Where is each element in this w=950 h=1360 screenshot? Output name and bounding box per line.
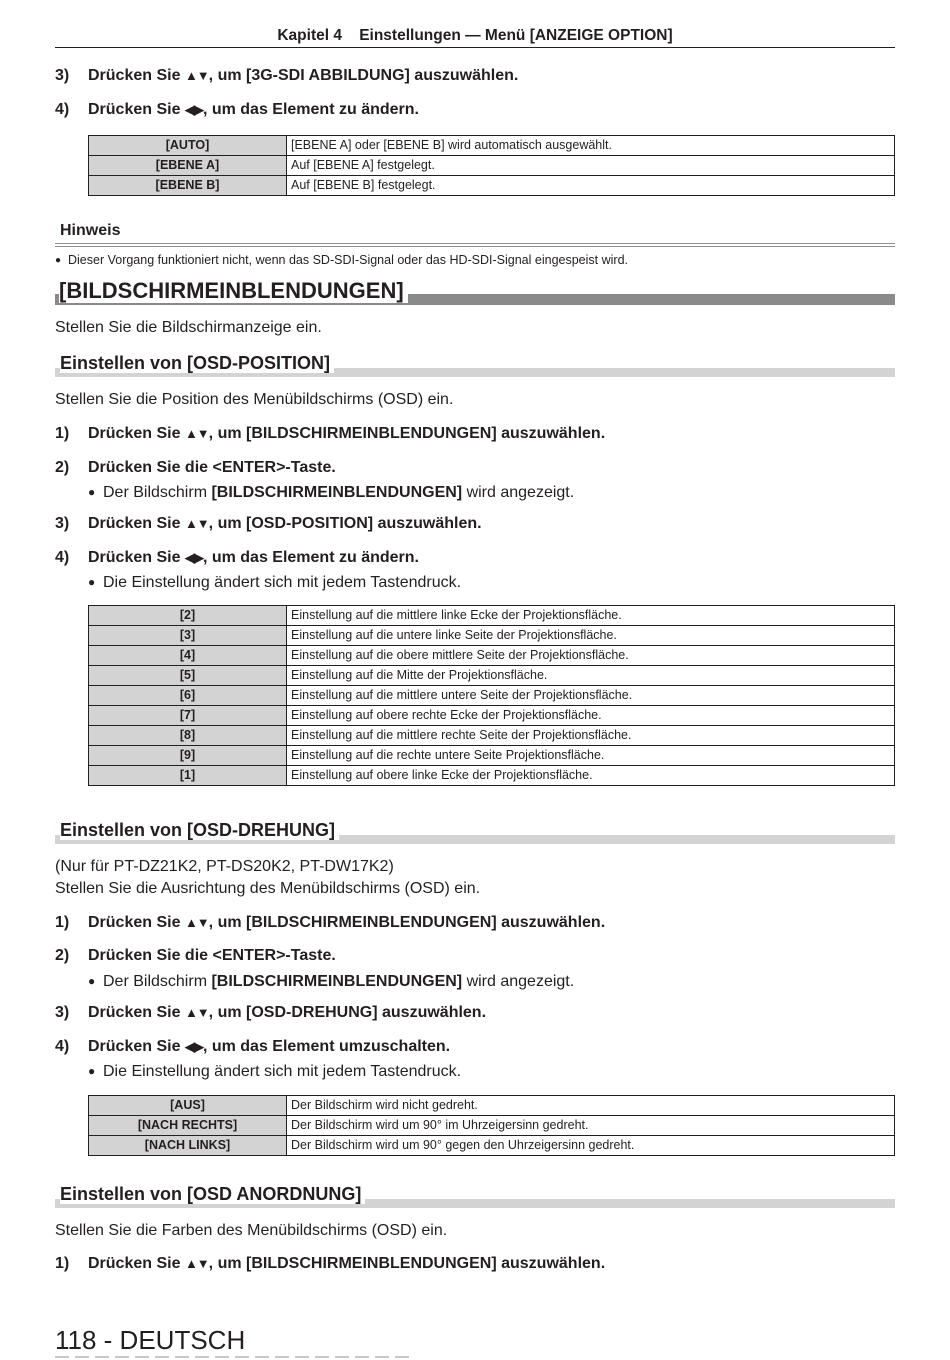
up-down-arrows-icon: ▲▼ (184, 1005, 209, 1020)
option-desc: Der Bildschirm wird nicht gedreht. (287, 1096, 895, 1116)
table-row (89, 156, 895, 176)
step-number: 3) (55, 67, 70, 84)
option-key: [6] (89, 686, 287, 706)
chapter-header-title: Kapitel 4 Einstellungen — Menü [ANZEIGE OPTION] (277, 27, 673, 44)
detail-bold: [BILDSCHIRMEINBLENDUNGEN] (211, 484, 463, 501)
table-row (89, 136, 895, 156)
note-text (55, 252, 628, 269)
osd-position-step-4-detail (88, 572, 461, 593)
option-key: [4] (89, 646, 287, 666)
left-right-arrows-icon: ◀▶ (184, 550, 203, 565)
step-text-post: , um [3G-SDI ABBILDUNG] auszuwählen. (208, 67, 519, 84)
option-key: [1] (89, 766, 287, 786)
option-desc: Einstellung auf die mittlere untere Seite der Projektionsfläche. (287, 686, 895, 706)
subsection-title: Einstellen von [OSD-POSITION] (60, 353, 334, 373)
step-text-post: , um das Element zu ändern. (202, 101, 419, 118)
osd-position-step-4 (55, 548, 419, 568)
step-text-post: , um [OSD-POSITION] auszuwählen. (208, 515, 482, 532)
section-intro: Stellen Sie die Bildschirmanzeige ein. (55, 319, 322, 336)
step-number: 4) (55, 101, 70, 118)
osd-anordnung-intro: Stellen Sie die Farben des Menübildschirms (OSD) ein. (55, 1222, 448, 1239)
table-row (89, 606, 895, 626)
option-key: [AUS] (89, 1096, 287, 1116)
option-key: [7] (89, 706, 287, 726)
bullet-icon: ● (88, 485, 96, 499)
table-row (89, 1116, 895, 1136)
osd-position-intro: Stellen Sie die Position des Menübildschirms (OSD) ein. (55, 391, 454, 408)
option-key: [NACH LINKS] (89, 1136, 287, 1156)
table-row (89, 746, 895, 766)
option-key: [3] (89, 626, 287, 646)
step-text: Drücken Sie die <ENTER>-Taste. (88, 459, 336, 476)
bullet-icon: ● (88, 974, 96, 988)
bullet-icon: ● (88, 575, 96, 589)
table-row (89, 1096, 895, 1116)
step-text-pre: Drücken Sie (88, 549, 185, 566)
step-text-pre: Drücken Sie (88, 425, 185, 442)
table-row (89, 646, 895, 666)
note-body: Dieser Vorgang funktioniert nicht, wenn das SD-SDI-Signal oder das HD-SDI-Signal eingespeist wird. (68, 253, 628, 267)
step-number: 3) (55, 515, 70, 532)
step-number: 3) (55, 1004, 70, 1021)
note-title: Hinweis (60, 222, 121, 239)
osd-position-step-2 (55, 458, 336, 478)
detail-post: wird angezeigt. (462, 973, 575, 990)
step-number: 2) (55, 947, 70, 964)
step-text-post: , um das Element umzuschalten. (202, 1038, 451, 1055)
osd-position-table (88, 605, 895, 786)
up-down-arrows-icon: ▲▼ (184, 426, 209, 441)
step-number: 1) (55, 425, 70, 442)
step-number: 4) (55, 1038, 70, 1055)
option-desc: Auf [EBENE B] festgelegt. (287, 176, 895, 196)
step-text-post: , um [BILDSCHIRMEINBLENDUNGEN] auszuwählen. (208, 425, 606, 442)
option-desc: Einstellung auf die untere linke Seite der Projektionsfläche. (287, 626, 895, 646)
subsection-heading-osd-drehung (55, 820, 895, 844)
option-desc: Einstellung auf obere linke Ecke der Projektionsfläche. (287, 766, 895, 786)
subsection-title: Einstellen von [OSD ANORDNUNG] (60, 1184, 365, 1204)
option-desc: Einstellung auf die rechte untere Seite Projektionsfläche. (287, 746, 895, 766)
step-text-post: , um [OSD-DREHUNG] auszuwählen. (208, 1004, 487, 1021)
detail-text: Die Einstellung ändert sich mit jedem Tastendruck. (103, 1063, 462, 1080)
osd-drehung-step-3 (55, 1003, 486, 1023)
osd-drehung-step-1 (55, 913, 605, 933)
osd-anordnung-step-1 (55, 1254, 605, 1274)
section-title: [BILDSCHIRMEINBLENDUNGEN] (59, 278, 408, 303)
option-key: [EBENE B] (89, 176, 287, 196)
step-text-pre: Drücken Sie (88, 1004, 185, 1021)
detail-post: wird angezeigt. (462, 484, 575, 501)
option-desc: Der Bildschirm wird um 90° gegen den Uhrzeigersinn gedreht. (287, 1136, 895, 1156)
osd-position-step-1 (55, 424, 605, 444)
bullet-icon: ● (88, 1064, 96, 1078)
option-desc: Einstellung auf die Mitte der Projektionsfläche. (287, 666, 895, 686)
step-text-post: , um das Element zu ändern. (202, 549, 419, 566)
option-desc: Einstellung auf die mittlere linke Ecke der Projektionsfläche. (287, 606, 895, 626)
step-text-post: , um [BILDSCHIRMEINBLENDUNGEN] auszuwählen. (208, 914, 606, 931)
osd-drehung-model-note: (Nur für PT-DZ21K2, PT-DS20K2, PT-DW17K2) (55, 858, 394, 875)
option-desc: Auf [EBENE A] festgelegt. (287, 156, 895, 176)
osd-drehung-step-2-detail (88, 971, 574, 992)
note-heading (55, 219, 895, 247)
option-key: [2] (89, 606, 287, 626)
osd-drehung-step-2 (55, 946, 336, 966)
option-key: [EBENE A] (89, 156, 287, 176)
step-text-pre: Drücken Sie (88, 914, 185, 931)
step-number: 1) (55, 914, 70, 931)
step-text-pre: Drücken Sie (88, 101, 185, 118)
bullet-icon: ● (55, 255, 62, 266)
step-number: 4) (55, 549, 70, 566)
step-text: Drücken Sie die <ENTER>-Taste. (88, 947, 336, 964)
subsection-heading-osd-position (55, 353, 895, 377)
table-row (89, 1136, 895, 1156)
section-heading (55, 278, 895, 305)
osd-position-step-2-detail (88, 482, 574, 503)
step-number: 1) (55, 1255, 70, 1272)
left-right-arrows-icon: ◀▶ (184, 1039, 203, 1054)
chapter-header (55, 27, 895, 48)
detail-text: Die Einstellung ändert sich mit jedem Tastendruck. (103, 574, 462, 591)
option-desc: Einstellung auf obere rechte Ecke der Projektionsfläche. (287, 706, 895, 726)
sdi-options-table (88, 135, 895, 196)
step-4-sdi (55, 100, 419, 120)
table-row (89, 766, 895, 786)
osd-drehung-step-4-detail (88, 1061, 461, 1082)
subsection-heading-osd-anordnung (55, 1184, 895, 1208)
page-footer: 118 - DEUTSCH (55, 1325, 246, 1355)
osd-drehung-intro: Stellen Sie die Ausrichtung des Menübildschirms (OSD) ein. (55, 880, 481, 897)
step-text-pre: Drücken Sie (88, 1255, 185, 1272)
option-key: [NACH RECHTS] (89, 1116, 287, 1136)
detail-pre: Der Bildschirm (103, 973, 212, 990)
osd-drehung-step-4 (55, 1037, 450, 1057)
option-key: [AUTO] (89, 136, 287, 156)
option-key: [9] (89, 746, 287, 766)
up-down-arrows-icon: ▲▼ (184, 68, 209, 83)
detail-bold: [BILDSCHIRMEINBLENDUNGEN] (211, 973, 463, 990)
step-number: 2) (55, 459, 70, 476)
step-text-pre: Drücken Sie (88, 67, 185, 84)
footer-cut-off-line (55, 1354, 415, 1360)
option-key: [8] (89, 726, 287, 746)
detail-pre: Der Bildschirm (103, 484, 212, 501)
table-row (89, 726, 895, 746)
option-desc: Einstellung auf die obere mittlere Seite der Projektionsfläche. (287, 646, 895, 666)
step-text-post: , um [BILDSCHIRMEINBLENDUNGEN] auszuwählen. (208, 1255, 606, 1272)
up-down-arrows-icon: ▲▼ (184, 516, 209, 531)
table-row (89, 666, 895, 686)
option-desc: [EBENE A] oder [EBENE B] wird automatisch ausgewählt. (287, 136, 895, 156)
up-down-arrows-icon: ▲▼ (184, 915, 209, 930)
table-row (89, 706, 895, 726)
table-row (89, 686, 895, 706)
step-text-pre: Drücken Sie (88, 1038, 185, 1055)
table-row (89, 626, 895, 646)
subsection-title: Einstellen von [OSD-DREHUNG] (60, 820, 339, 840)
left-right-arrows-icon: ◀▶ (184, 102, 203, 117)
option-desc: Einstellung auf die mittlere rechte Seite der Projektionsfläche. (287, 726, 895, 746)
osd-position-step-3 (55, 514, 482, 534)
option-key: [5] (89, 666, 287, 686)
up-down-arrows-icon: ▲▼ (184, 1256, 209, 1271)
step-3-sdi (55, 66, 518, 86)
osd-drehung-table (88, 1095, 895, 1156)
table-row (89, 176, 895, 196)
step-text-pre: Drücken Sie (88, 515, 185, 532)
option-desc: Der Bildschirm wird um 90° im Uhrzeigersinn gedreht. (287, 1116, 895, 1136)
